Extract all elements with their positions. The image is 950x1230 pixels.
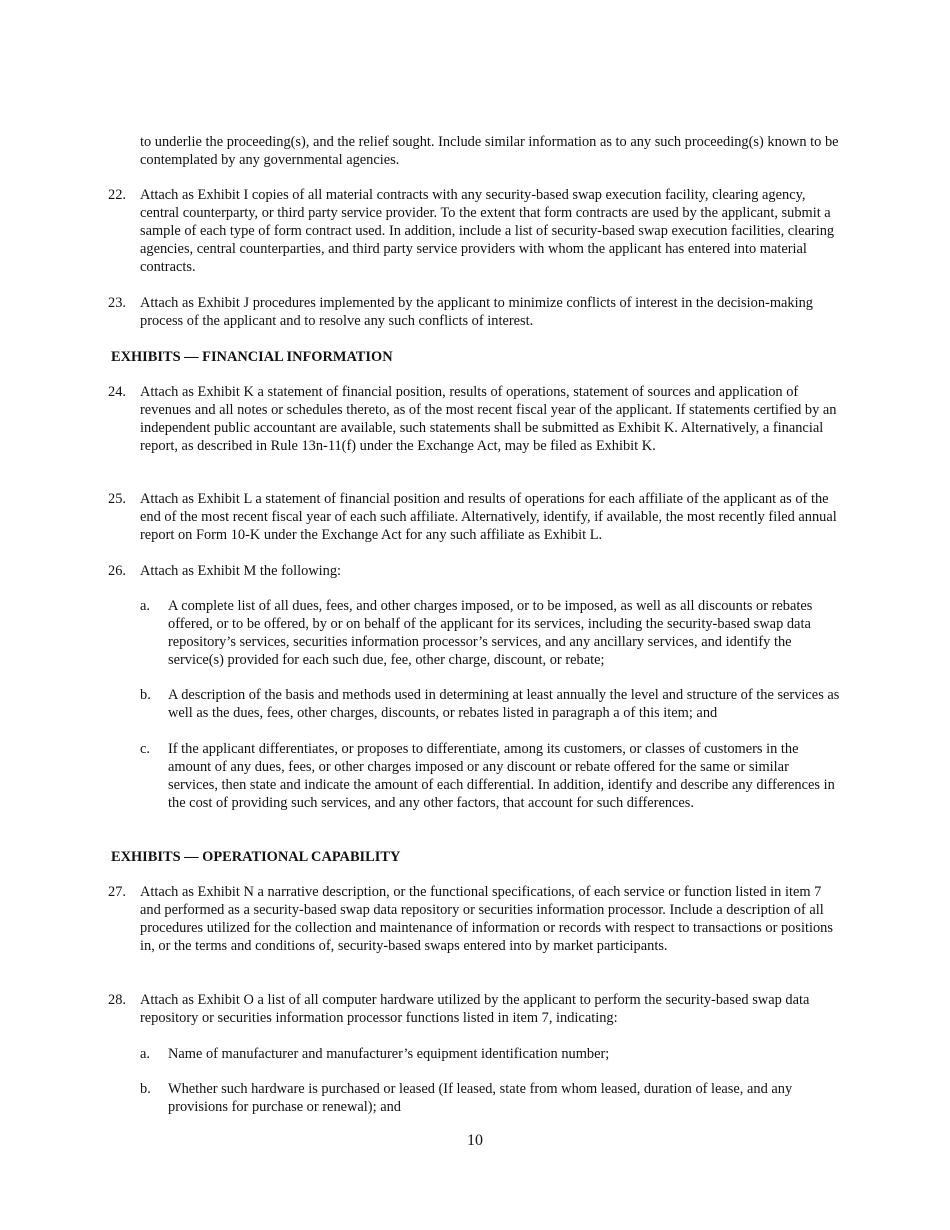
item-28b-letter: b. xyxy=(140,1081,151,1097)
section-heading-financial: EXHIBITS — FINANCIAL INFORMATION xyxy=(111,349,393,365)
item-23-text: Attach as Exhibit J procedures implemented by the applicant to minimize conflicts of interest in the decision-making process of the applicant and to resolve any such conflicts of interest. xyxy=(140,295,813,329)
item-28a-letter: a. xyxy=(140,1046,150,1062)
item-22-number: 22. xyxy=(108,187,126,203)
item-27-text: Attach as Exhibit N a narrative description, or the functional specifications, of each service or function listed in item 7 and performed as a security-based swap data repository or securities information processor. Include a description of all procedures utilized for the collection and maintenance of information or records with respect to transactions or positions in, or the terms and conditions of, security-based swaps entered into by market participants. xyxy=(140,884,833,954)
item-26c-text: If the applicant differentiates, or proposes to differentiate, among its customers, or classes of customers in the amount of any dues, fees, or other charges imposed or any discount or rebate offered for the same or similar services, then state and indicate the amount of each differential. In addition, identify and describe any differences in the cost of providing such services, and any other factors, that account for such differences. xyxy=(168,741,835,811)
item-26c-letter: c. xyxy=(140,741,150,757)
item-28-number: 28. xyxy=(108,992,126,1008)
item-23-number: 23. xyxy=(108,295,126,311)
intro-continuation: to underlie the proceeding(s), and the relief sought. Include similar information as to any such proceeding(s) known to be contemplated by any governmental agencies. xyxy=(140,134,839,168)
item-24-number: 24. xyxy=(108,384,126,400)
item-26b-text: A description of the basis and methods used in determining at least annually the level and structure of the services as well as the dues, fees, other charges, discounts, or rebates listed in paragraph a of this item; and xyxy=(168,687,840,721)
item-28b-text: Whether such hardware is purchased or leased (If leased, state from whom leased, duration of lease, and any provisions for purchase or renewal); and xyxy=(168,1081,793,1115)
item-28-text: Attach as Exhibit O a list of all computer hardware utilized by the applicant to perform the security-based swap data repository or securities information processor functions listed in item 7, indicating: xyxy=(140,992,810,1026)
item-26b-letter: b. xyxy=(140,687,151,703)
item-28a-text: Name of manufacturer and manufacturer’s equipment identification number; xyxy=(168,1046,610,1062)
item-25-text: Attach as Exhibit L a statement of financial position and results of operations for each affiliate of the applicant as of the end of the most recent fiscal year of each such affiliate. Alternatively, identify, if available, the most recently filed annual report on Form 10-K under the Exchange Act for any such affiliate as Exhibit L. xyxy=(140,491,837,543)
item-26a-text: A complete list of all dues, fees, and other charges imposed, or to be imposed, as well as all discounts or rebates offered, or to be offered, by or on behalf of the applicant for its services, including the security-based swap data repository’s services, securities information processor’s services, and any ancillary services, and identify the service(s) provided for each such due, fee, other charge, discount, or rebate; xyxy=(168,598,813,668)
item-22-text: Attach as Exhibit I copies of all material contracts with any security-based swap execution facility, clearing agency, central counterparty, or third party service provider. To the extent that form contracts are used by the applicant, submit a sample of each type of form contract used. In addition, include a list of security-based swap execution facilities, clearing agencies, central counterparties, and third party service providers with whom the applicant has entered into material contracts. xyxy=(140,187,835,275)
item-26-number: 26. xyxy=(108,563,126,579)
item-27-number: 27. xyxy=(108,884,126,900)
item-25-number: 25. xyxy=(108,491,126,507)
item-26-text: Attach as Exhibit M the following: xyxy=(140,563,342,579)
section-heading-operational: EXHIBITS — OPERATIONAL CAPABILITY xyxy=(111,849,401,865)
item-26a-letter: a. xyxy=(140,598,150,614)
page-number: 10 xyxy=(467,1132,483,1149)
item-24-text: Attach as Exhibit K a statement of financial position, results of operations, statement of sources and application of revenues and all notes or schedules thereto, as of the most recent fiscal year of the applicant. If statements certified by an independent public accountant are available, such statements shall be submitted as Exhibit K. Alternatively, a financial report, as described in Rule 13n-11(f) under the Exchange Act, may be filed as Exhibit K. xyxy=(140,384,837,454)
